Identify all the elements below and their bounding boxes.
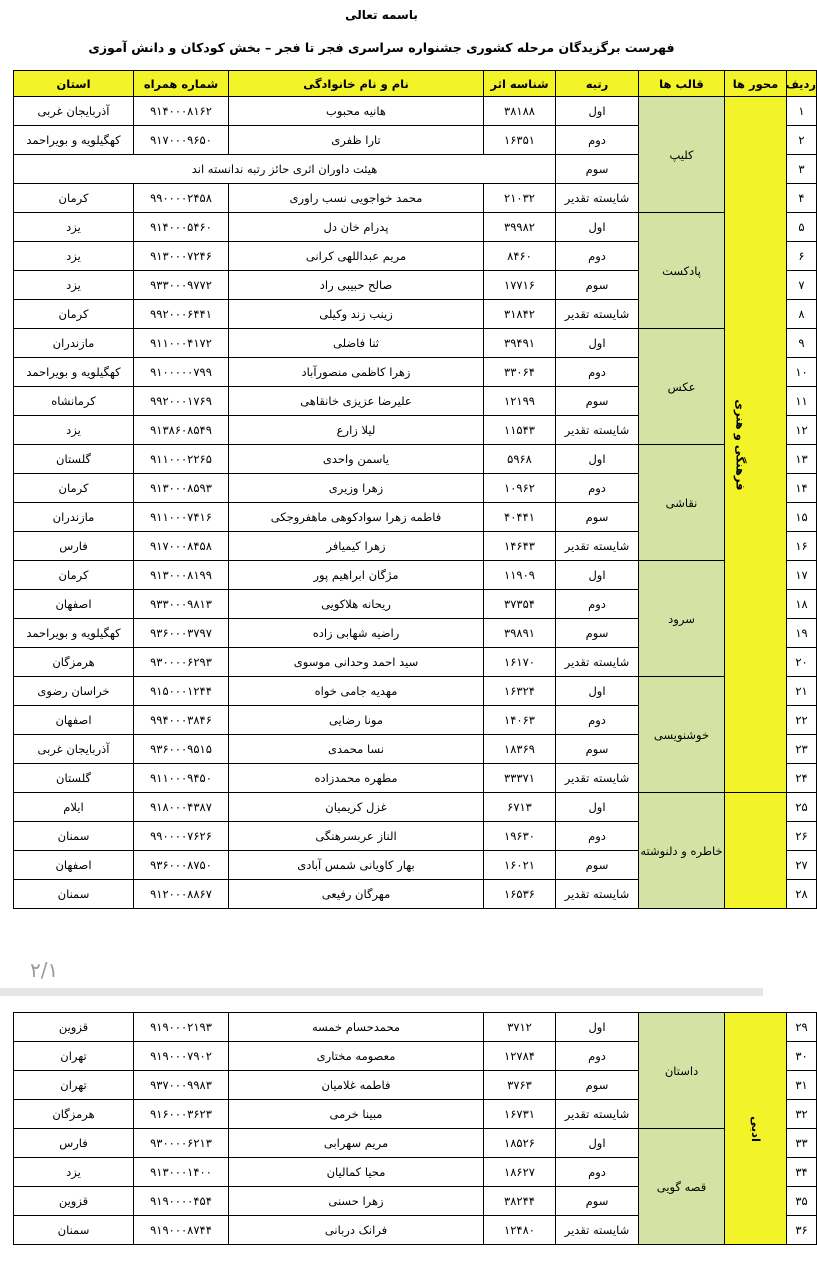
province-cell: تهران	[14, 1042, 134, 1071]
rank-cell: دوم	[556, 126, 639, 155]
row-number: ۲	[787, 126, 817, 155]
name-cell: ریحانه هلاکویی	[229, 590, 484, 619]
phone-cell: ۹۱۹۰۰۰۸۷۴۴	[134, 1216, 229, 1245]
work-id-cell: ۱۲۷۸۴	[484, 1042, 556, 1071]
rank-cell: اول	[556, 213, 639, 242]
province-cell: اصفهان	[14, 590, 134, 619]
work-id-cell: ۱۴۰۶۳	[484, 706, 556, 735]
phone-cell: ۹۱۱۰۰۰۴۱۷۲	[134, 329, 229, 358]
phone-cell: ۹۹۴۰۰۰۳۸۴۶	[134, 706, 229, 735]
table-row	[14, 329, 817, 358]
province-cell: قزوین	[14, 1187, 134, 1216]
province-cell: گلستان	[14, 764, 134, 793]
province-cell: مازندران	[14, 329, 134, 358]
work-id-cell: ۱۸۳۶۹	[484, 735, 556, 764]
work-id-cell: ۱۴۶۴۳	[484, 532, 556, 561]
document-title: فهرست برگزیدگان مرحله کشوری جشنواره سراسری فجر تا فجر – بخش کودکان و دانش آموزی	[88, 40, 675, 55]
name-cell: بهار کاویانی شمس آبادی	[229, 851, 484, 880]
work-id-cell: ۳۹۹۸۲	[484, 213, 556, 242]
page-separator	[0, 988, 763, 996]
axis-label: ادبی	[748, 1115, 763, 1142]
table-row	[14, 1013, 817, 1042]
province-cell: فارس	[14, 532, 134, 561]
province-cell: آذربایجان غربی	[14, 735, 134, 764]
work-id-cell: ۱۹۶۳۰	[484, 822, 556, 851]
province-cell: یزد	[14, 271, 134, 300]
name-cell: مونا رضایی	[229, 706, 484, 735]
work-id-cell: ۳۳۳۷۱	[484, 764, 556, 793]
province-cell: قزوین	[14, 1013, 134, 1042]
name-cell: مژگان ابراهیم پور	[229, 561, 484, 590]
work-id-cell: ۳۳۰۶۴	[484, 358, 556, 387]
format-cell: نقاشی	[639, 445, 725, 561]
row-number: ۱۰	[787, 358, 817, 387]
name-cell: مبینا خرمی	[229, 1100, 484, 1129]
phone-cell: ۹۱۳۰۰۰۸۱۹۹	[134, 561, 229, 590]
rank-cell: شایسته تقدیر	[556, 1100, 639, 1129]
rank-cell: شایسته تقدیر	[556, 764, 639, 793]
row-number: ۳۲	[787, 1100, 817, 1129]
row-number: ۲۰	[787, 648, 817, 677]
col-name: نام و نام خانوادگی	[229, 71, 484, 97]
name-cell: مطهره محمدزاده	[229, 764, 484, 793]
phone-cell: ۹۱۳۰۰۰۷۲۴۶	[134, 242, 229, 271]
work-id-cell: ۵۹۶۸	[484, 445, 556, 474]
phone-cell: ۹۹۰۰۰۰۲۴۵۸	[134, 184, 229, 213]
row-number: ۲۸	[787, 880, 817, 909]
format-cell: داستان	[639, 1013, 725, 1129]
phone-cell: ۹۱۱۰۰۰۹۴۵۰	[134, 764, 229, 793]
table-row	[14, 793, 817, 822]
work-id-cell: ۱۸۶۲۷	[484, 1158, 556, 1187]
row-number: ۹	[787, 329, 817, 358]
rank-cell: اول	[556, 97, 639, 126]
rank-cell: شایسته تقدیر	[556, 880, 639, 909]
name-cell: تارا ظفری	[229, 126, 484, 155]
work-id-cell: ۸۴۶۰	[484, 242, 556, 271]
name-cell: یاسمن واحدی	[229, 445, 484, 474]
work-id-cell: ۳۷۳۵۴	[484, 590, 556, 619]
axis-label: فرهنگی و هنری	[733, 398, 748, 491]
name-cell: مهدیه جامی خواه	[229, 677, 484, 706]
phone-cell: ۹۱۶۰۰۰۳۶۲۳	[134, 1100, 229, 1129]
phone-cell: ۹۱۸۰۰۰۴۳۸۷	[134, 793, 229, 822]
format-cell: پادکست	[639, 213, 725, 329]
table-row	[14, 97, 817, 126]
row-number: ۴	[787, 184, 817, 213]
work-id-cell: ۳۸۱۸۸	[484, 97, 556, 126]
row-number: ۱۲	[787, 416, 817, 445]
province-cell: یزد	[14, 213, 134, 242]
phone-cell: ۹۱۱۰۰۰۷۴۱۶	[134, 503, 229, 532]
work-id-cell: ۱۶۷۳۱	[484, 1100, 556, 1129]
name-cell: غزل کریمیان	[229, 793, 484, 822]
row-number: ۲۹	[787, 1013, 817, 1042]
col-row: ردیف	[787, 71, 817, 97]
phone-cell: ۹۹۰۰۰۰۷۶۲۶	[134, 822, 229, 851]
row-number: ۳۳	[787, 1129, 817, 1158]
name-cell: پدرام خان دل	[229, 213, 484, 242]
name-cell: فاطمه زهرا سوادکوهی ماهفروجکی	[229, 503, 484, 532]
name-cell: الناز عربسرهنگی	[229, 822, 484, 851]
axis-cell	[725, 97, 787, 793]
row-number: ۱۷	[787, 561, 817, 590]
rank-cell: سوم	[556, 503, 639, 532]
name-cell: زهرا کیمیافر	[229, 532, 484, 561]
row-number: ۱۳	[787, 445, 817, 474]
phone-cell: ۹۳۶۰۰۰۸۷۵۰	[134, 851, 229, 880]
phone-cell: ۹۱۷۰۰۰۹۶۵۰	[134, 126, 229, 155]
col-phone: شماره همراه	[134, 71, 229, 97]
phone-cell: ۹۱۹۰۰۰۷۹۰۲	[134, 1042, 229, 1071]
name-cell: زهرا کاظمی منصورآباد	[229, 358, 484, 387]
row-number: ۲۳	[787, 735, 817, 764]
phone-cell: ۹۹۲۰۰۰۶۴۴۱	[134, 300, 229, 329]
province-cell: ایلام	[14, 793, 134, 822]
phone-cell: ۹۹۲۰۰۰۱۷۶۹	[134, 387, 229, 416]
name-cell: ثنا فاضلی	[229, 329, 484, 358]
province-cell: تهران	[14, 1071, 134, 1100]
name-cell: مریم سهرابی	[229, 1129, 484, 1158]
work-id-cell: ۱۷۷۱۶	[484, 271, 556, 300]
work-id-cell: ۳۷۱۲	[484, 1013, 556, 1042]
province-cell: کرمان	[14, 184, 134, 213]
axis-cell	[725, 793, 787, 909]
rank-cell: دوم	[556, 590, 639, 619]
province-cell: فارس	[14, 1129, 134, 1158]
phone-cell: ۹۳۰۰۰۰۶۲۹۳	[134, 648, 229, 677]
rank-cell: شایسته تقدیر	[556, 300, 639, 329]
table-row	[14, 1129, 817, 1158]
work-id-cell: ۳۹۸۹۱	[484, 619, 556, 648]
rank-cell: دوم	[556, 474, 639, 503]
phone-cell: ۹۱۱۰۰۰۲۲۶۵	[134, 445, 229, 474]
col-id: شناسه اثر	[484, 71, 556, 97]
name-cell: محیا کمالیان	[229, 1158, 484, 1187]
name-cell: مهرگان رفیعی	[229, 880, 484, 909]
rank-cell: سوم	[556, 619, 639, 648]
row-number: ۲۶	[787, 822, 817, 851]
rank-cell: سوم	[556, 735, 639, 764]
province-cell: یزد	[14, 242, 134, 271]
province-cell: سمنان	[14, 822, 134, 851]
province-cell: آذربایجان غربی	[14, 97, 134, 126]
phone-cell: ۹۳۳۰۰۰۹۸۱۳	[134, 590, 229, 619]
rank-cell: اول	[556, 1129, 639, 1158]
row-number: ۱۸	[787, 590, 817, 619]
row-number: ۲۱	[787, 677, 817, 706]
work-id-cell: ۱۸۵۲۶	[484, 1129, 556, 1158]
rank-cell: شایسته تقدیر	[556, 184, 639, 213]
phone-cell: ۹۳۷۰۰۰۹۹۸۳	[134, 1071, 229, 1100]
rank-cell: سوم	[556, 155, 639, 184]
phone-cell: ۹۱۳۰۰۰۱۴۰۰	[134, 1158, 229, 1187]
province-cell: هرمزگان	[14, 648, 134, 677]
row-number: ۲۴	[787, 764, 817, 793]
page-number: ۲/۱	[30, 958, 59, 982]
province-cell: اصفهان	[14, 851, 134, 880]
province-cell: کرمانشاه	[14, 387, 134, 416]
name-cell: محمدحسام خمسه	[229, 1013, 484, 1042]
row-number: ۳۵	[787, 1187, 817, 1216]
work-id-cell: ۱۶۳۵۱	[484, 126, 556, 155]
winners-table-continued	[13, 1012, 817, 1245]
basmala: باسمه تعالی	[345, 8, 418, 22]
col-format: قالب ها	[639, 71, 725, 97]
row-number: ۱۱	[787, 387, 817, 416]
province-cell: سمنان	[14, 880, 134, 909]
province-cell: کهگیلویه و بویراحمد	[14, 619, 134, 648]
rank-cell: اول	[556, 561, 639, 590]
work-id-cell: ۱۰۹۶۲	[484, 474, 556, 503]
format-cell: کلیپ	[639, 97, 725, 213]
work-id-cell: ۱۱۵۴۳	[484, 416, 556, 445]
name-cell: زهرا وزیری	[229, 474, 484, 503]
name-cell: زینب زند وکیلی	[229, 300, 484, 329]
phone-cell: ۹۱۵۰۰۰۱۲۴۴	[134, 677, 229, 706]
rank-cell: دوم	[556, 706, 639, 735]
province-cell: هرمزگان	[14, 1100, 134, 1129]
name-cell: علیرضا عزیزی خانقاهی	[229, 387, 484, 416]
phone-cell: ۹۱۷۰۰۰۸۴۵۸	[134, 532, 229, 561]
format-cell: عکس	[639, 329, 725, 445]
work-id-cell: ۳۱۸۴۲	[484, 300, 556, 329]
format-cell: قصه گویی	[639, 1129, 725, 1245]
phone-cell: ۹۳۰۰۰۰۶۲۱۳	[134, 1129, 229, 1158]
work-id-cell: ۳۷۶۳	[484, 1071, 556, 1100]
phone-cell: ۹۱۴۰۰۰۵۴۶۰	[134, 213, 229, 242]
row-number: ۳۶	[787, 1216, 817, 1245]
row-number: ۳۰	[787, 1042, 817, 1071]
name-cell: فاطمه غلامیان	[229, 1071, 484, 1100]
rank-cell: دوم	[556, 242, 639, 271]
row-number: ۸	[787, 300, 817, 329]
work-id-cell: ۴۰۴۴۱	[484, 503, 556, 532]
phone-cell: ۹۱۲۰۰۰۸۸۶۷	[134, 880, 229, 909]
rank-cell: سوم	[556, 1071, 639, 1100]
name-cell: سید احمد وحدانی موسوی	[229, 648, 484, 677]
phone-cell: ۹۱۴۰۰۰۸۱۶۲	[134, 97, 229, 126]
rank-cell: شایسته تقدیر	[556, 1216, 639, 1245]
work-id-cell: ۱۶۳۲۴	[484, 677, 556, 706]
row-number: ۲۷	[787, 851, 817, 880]
rank-cell: شایسته تقدیر	[556, 648, 639, 677]
rank-cell: دوم	[556, 358, 639, 387]
name-cell: راضیه شهابی زاده	[229, 619, 484, 648]
province-cell: گلستان	[14, 445, 134, 474]
row-number: ۱	[787, 97, 817, 126]
work-id-cell: ۱۲۴۸۰	[484, 1216, 556, 1245]
work-id-cell: ۲۱۰۳۲	[484, 184, 556, 213]
rank-cell: سوم	[556, 271, 639, 300]
province-cell: کهگیلویه و بویراحمد	[14, 358, 134, 387]
rank-cell: اول	[556, 793, 639, 822]
work-id-cell: ۶۷۱۳	[484, 793, 556, 822]
table-row	[14, 213, 817, 242]
phone-cell: ۹۳۶۰۰۰۹۵۱۵	[134, 735, 229, 764]
name-cell: معصومه مختاری	[229, 1042, 484, 1071]
row-number: ۳	[787, 155, 817, 184]
col-province: استان	[14, 71, 134, 97]
work-id-cell: ۱۱۹۰۹	[484, 561, 556, 590]
row-number: ۱۹	[787, 619, 817, 648]
rank-cell: اول	[556, 329, 639, 358]
province-cell: خراسان رضوی	[14, 677, 134, 706]
row-number: ۲۵	[787, 793, 817, 822]
province-cell: مازندران	[14, 503, 134, 532]
row-number: ۶	[787, 242, 817, 271]
province-cell: یزد	[14, 1158, 134, 1187]
province-cell: کرمان	[14, 300, 134, 329]
no-winner-note: هیئت داوران اثری حائز رتبه ندانسته اند	[14, 155, 556, 184]
rank-cell: اول	[556, 1013, 639, 1042]
rank-cell: سوم	[556, 387, 639, 416]
province-cell: اصفهان	[14, 706, 134, 735]
axis-cell	[725, 1013, 787, 1245]
rank-cell: دوم	[556, 1042, 639, 1071]
work-id-cell: ۱۶۰۲۱	[484, 851, 556, 880]
name-cell: مریم عبداللهی کرانی	[229, 242, 484, 271]
name-cell: زهرا حسنی	[229, 1187, 484, 1216]
rank-cell: دوم	[556, 822, 639, 851]
row-number: ۵	[787, 213, 817, 242]
row-number: ۱۵	[787, 503, 817, 532]
rank-cell: اول	[556, 677, 639, 706]
phone-cell: ۹۱۳۰۰۰۸۵۹۳	[134, 474, 229, 503]
row-number: ۱۶	[787, 532, 817, 561]
col-axis: محور ها	[725, 71, 787, 97]
rank-cell: دوم	[556, 1158, 639, 1187]
name-cell: محمد خواجویی نسب راوری	[229, 184, 484, 213]
province-cell: کرمان	[14, 561, 134, 590]
table-header-row	[14, 71, 817, 97]
rank-cell: سوم	[556, 1187, 639, 1216]
row-number: ۷	[787, 271, 817, 300]
row-number: ۳۱	[787, 1071, 817, 1100]
row-number: ۲۲	[787, 706, 817, 735]
work-id-cell: ۱۲۱۹۹	[484, 387, 556, 416]
format-cell: خوشنویسی	[639, 677, 725, 793]
work-id-cell: ۳۹۴۹۱	[484, 329, 556, 358]
phone-cell: ۹۱۰۰۰۰۰۷۹۹	[134, 358, 229, 387]
page-2	[0, 996, 808, 1280]
name-cell: هانیه محبوب	[229, 97, 484, 126]
format-cell: سرود	[639, 561, 725, 677]
province-cell: سمنان	[14, 1216, 134, 1245]
work-id-cell: ۱۶۵۳۶	[484, 880, 556, 909]
table-row	[14, 677, 817, 706]
province-cell: کرمان	[14, 474, 134, 503]
winners-table	[13, 70, 817, 909]
rank-cell: سوم	[556, 851, 639, 880]
rank-cell: شایسته تقدیر	[556, 416, 639, 445]
phone-cell: ۹۱۳۸۶۰۸۵۴۹	[134, 416, 229, 445]
format-cell: خاطره و دلنوشته	[639, 793, 725, 909]
rank-cell: شایسته تقدیر	[556, 532, 639, 561]
rank-cell: اول	[556, 445, 639, 474]
row-number: ۱۴	[787, 474, 817, 503]
province-cell: یزد	[14, 416, 134, 445]
name-cell: صالح حبیبی راد	[229, 271, 484, 300]
table-row	[14, 561, 817, 590]
row-number: ۳۴	[787, 1158, 817, 1187]
work-id-cell: ۳۸۲۴۴	[484, 1187, 556, 1216]
phone-cell: ۹۳۳۰۰۰۹۷۷۲	[134, 271, 229, 300]
phone-cell: ۹۱۹۰۰۰۰۴۵۴	[134, 1187, 229, 1216]
col-rank: رتبه	[556, 71, 639, 97]
name-cell: لیلا زارع	[229, 416, 484, 445]
phone-cell: ۹۱۹۰۰۰۲۱۹۳	[134, 1013, 229, 1042]
phone-cell: ۹۳۶۰۰۰۳۷۹۷	[134, 619, 229, 648]
name-cell: فرانک دربانی	[229, 1216, 484, 1245]
work-id-cell: ۱۶۱۷۰	[484, 648, 556, 677]
province-cell: کهگیلویه و بویراحمد	[14, 126, 134, 155]
name-cell: نسا محمدی	[229, 735, 484, 764]
